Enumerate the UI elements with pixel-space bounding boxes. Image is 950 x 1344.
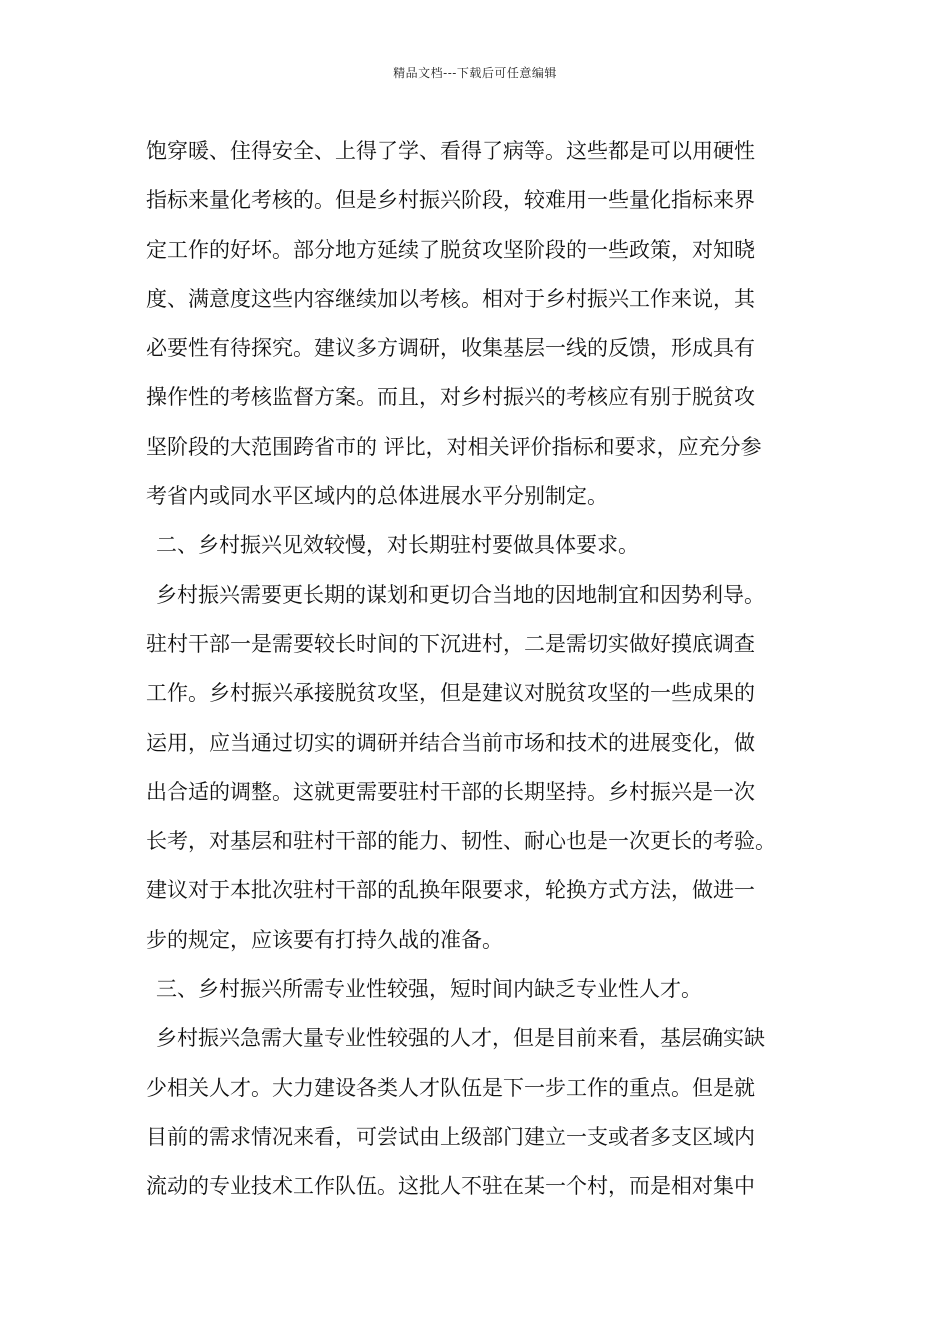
paragraph-first-line: 乡村振兴急需大量专业性较强的人才，但是目前来看，基层确实缺 bbox=[156, 1026, 765, 1051]
document-body bbox=[146, 127, 818, 1212]
text-line: 建议对于本批次驻村干部的乱换年限要求，轮换方式方法，做进一 bbox=[146, 878, 755, 903]
text-line: 流动的专业技术工作队伍。这批人不驻在某一个村，而是相对集中 bbox=[146, 1174, 755, 1199]
text-line: 操作性的考核监督方案。而且，对乡村振兴的考核应有别于脱贫攻 bbox=[146, 385, 755, 410]
text-line: 步的规定，应该要有打持久战的准备。 bbox=[146, 927, 503, 952]
text-line: 长考，对基层和驻村干部的能力、韧性、耐心也是一次更长的考验。 bbox=[146, 829, 776, 854]
text-line: 少相关人才。大力建设各类人才队伍是下一步工作的重点。但是就 bbox=[146, 1075, 755, 1100]
page-header: 精品文档---下载后可任意编辑 bbox=[393, 66, 557, 80]
text-line: 定工作的好坏。部分地方延续了脱贫攻坚阶段的一些政策，对知晓 bbox=[146, 237, 755, 262]
paragraph-first-line: 乡村振兴需要更长期的谋划和更切合当地的因地制宜和因势利导。 bbox=[156, 582, 765, 607]
text-line: 目前的需求情况来看，可尝试由上级部门建立一支或者多支区域内 bbox=[146, 1124, 755, 1149]
text-line: 饱穿暖、住得安全、上得了学、看得了病等。这些都是可以用硬性 bbox=[146, 139, 755, 163]
text-line: 工作。乡村振兴承接脱贫攻坚，但是建议对脱贫攻坚的一些成果的 bbox=[146, 681, 755, 706]
text-line: 考省内或同水平区域内的总体进展水平分别制定。 bbox=[146, 484, 608, 509]
section-heading: 三、乡村振兴所需专业性较强，短时间内缺乏专业性人才。 bbox=[156, 977, 702, 1002]
text-line: 必要性有待探究。建议多方调研，收集基层一线的反馈，形成具有 bbox=[146, 336, 755, 361]
text-line: 运用，应当通过切实的调研并结合当前市场和技术的进展变化，做 bbox=[146, 730, 755, 755]
section-heading: 二、乡村振兴见效较慢，对长期驻村要做具体要求。 bbox=[156, 533, 639, 558]
text-line: 出合适的调整。这就更需要驻村干部的长期坚持。乡村振兴是一次 bbox=[146, 779, 755, 804]
text-line: 指标来量化考核的。但是乡村振兴阶段，较难用一些量化指标来界 bbox=[146, 188, 755, 213]
text-line: 度、满意度这些内容继续加以考核。相对于乡村振兴工作来说，其 bbox=[146, 286, 755, 311]
text-line: 坚阶段的大范围跨省市的 评比，对相关评价指标和要求，应充分参 bbox=[146, 434, 762, 459]
text-line: 驻村干部一是需要较长时间的下沉进村，二是需切实做好摸底调查 bbox=[146, 631, 755, 656]
